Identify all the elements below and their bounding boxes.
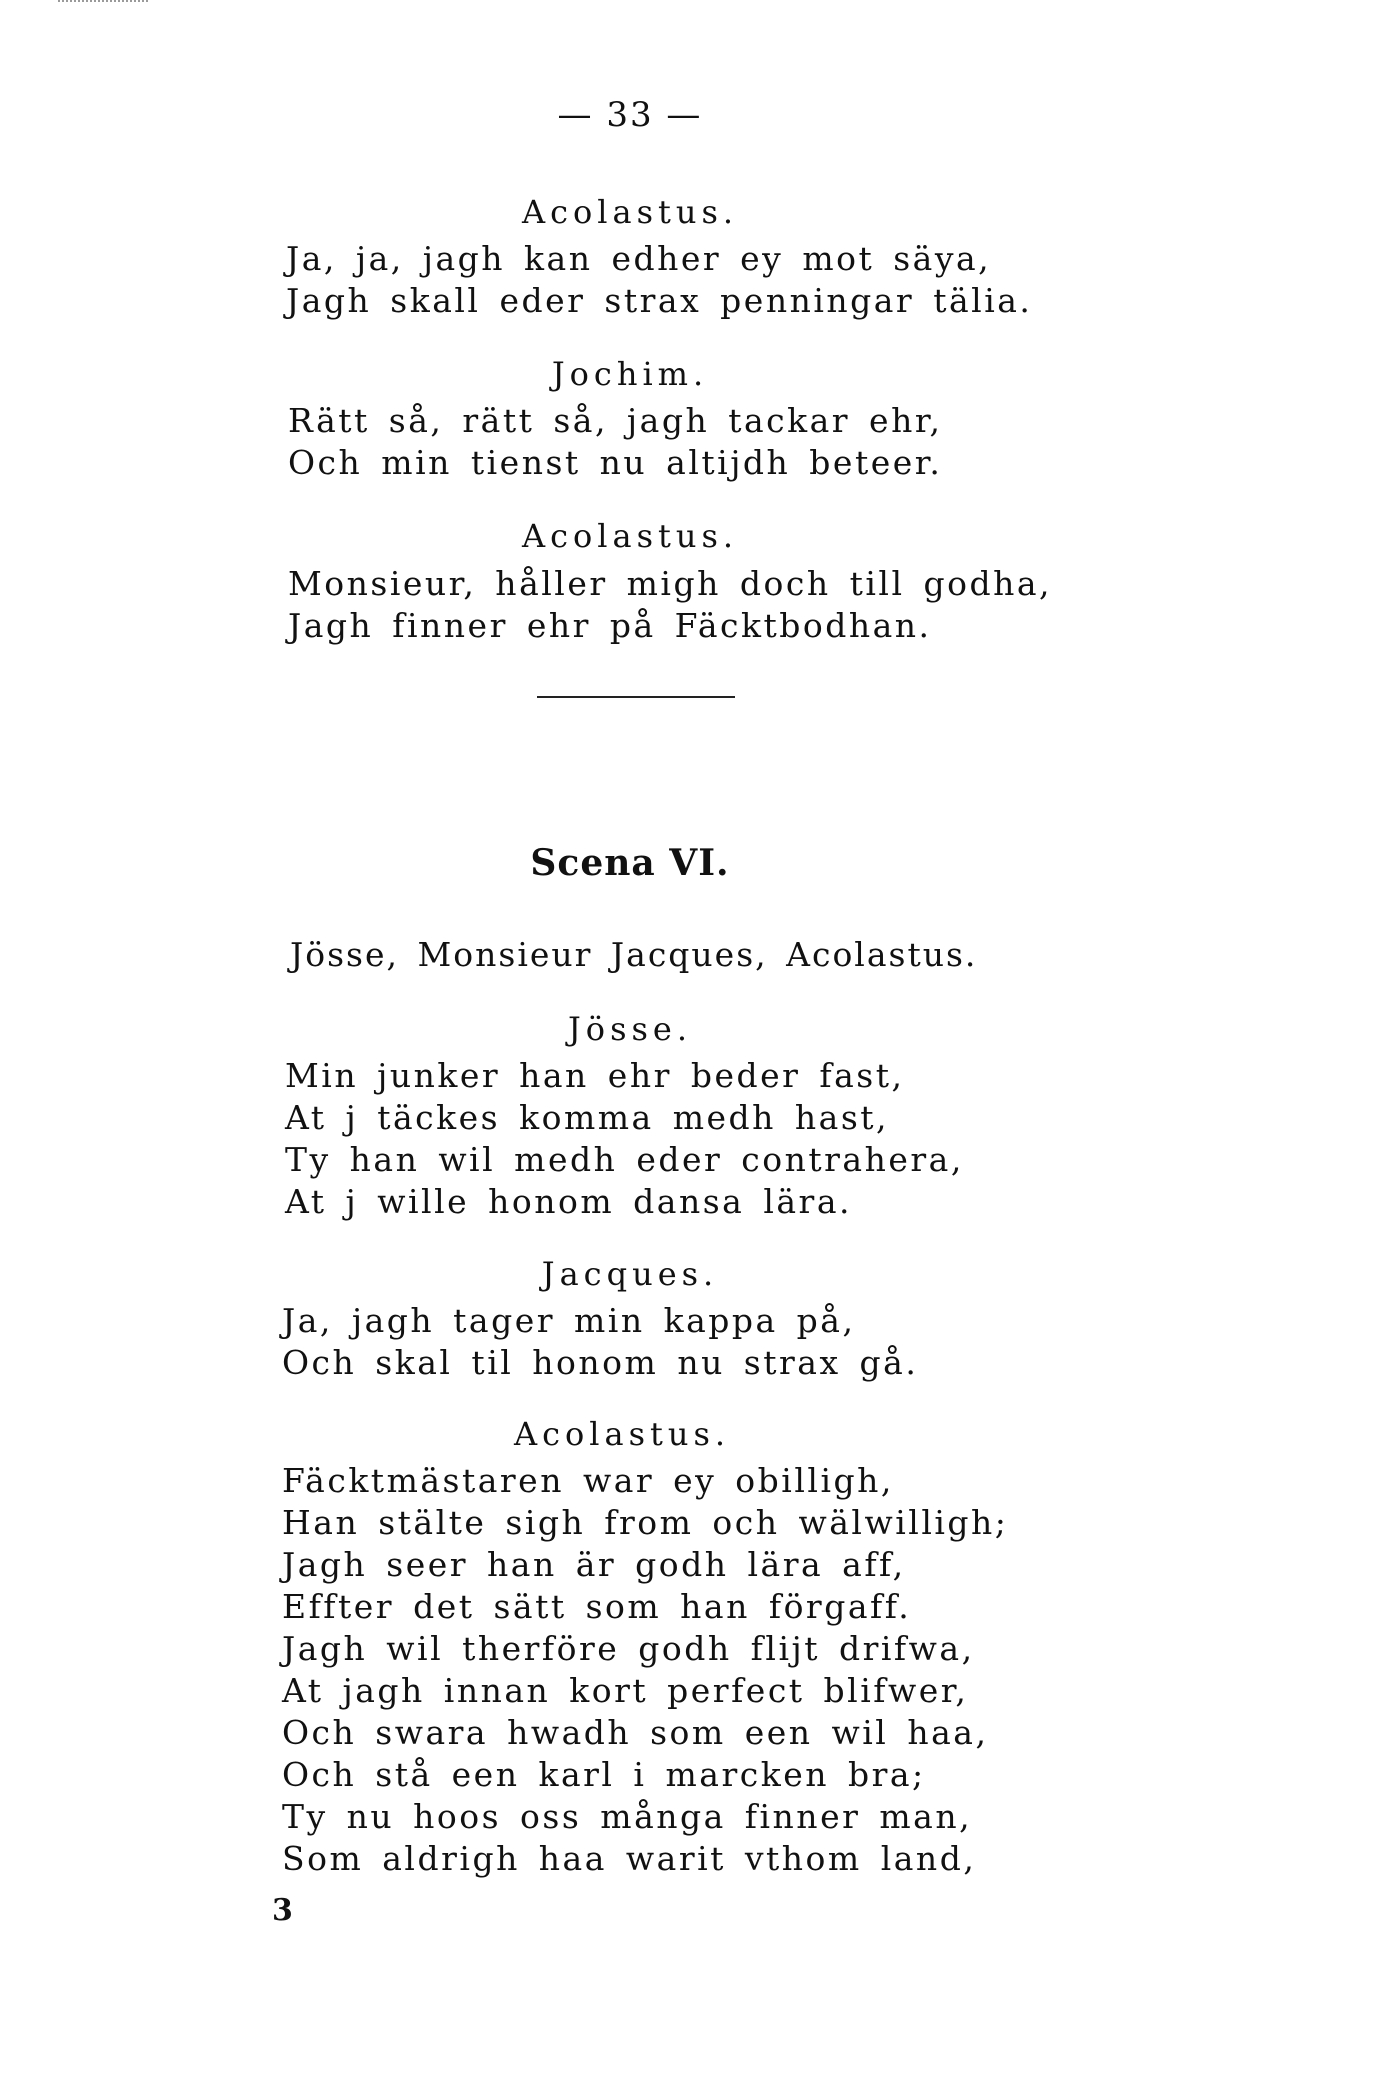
verse-line: Rätt så, rätt så, jagh tackar ehr, xyxy=(288,401,943,440)
scene-cast-list: Jösse, Monsieur Jacques, Acolastus. xyxy=(290,935,978,974)
verse-line: Ty nu hoos oss många finner man, xyxy=(282,1797,973,1836)
verse-line: Effter det sätt som han förgaff. xyxy=(282,1587,912,1626)
verse-line: At jagh innan kort perfect blifwer, xyxy=(282,1671,969,1710)
speaker-jochim: Jochim. xyxy=(551,355,709,393)
verse-line: Som aldrigh haa warit vthom land, xyxy=(282,1839,977,1878)
section-divider xyxy=(537,696,735,698)
verse-line: Ja, jagh tager min kappa på, xyxy=(282,1301,856,1340)
verse-line: Jagh seer han är godh lära aff, xyxy=(282,1545,906,1584)
verse-line: Och min tienst nu altijdh beteer. xyxy=(288,443,943,482)
signature-mark: 3 xyxy=(272,1893,293,1928)
verse-line: Fäcktmästaren war ey obilligh, xyxy=(282,1461,894,1500)
verse-line: Ty han wil medh eder contrahera, xyxy=(285,1140,964,1179)
speaker-acolastus-3: Acolastus. xyxy=(513,1415,731,1453)
verse-block-4 xyxy=(285,1055,964,1223)
verse-line: Monsieur, håller migh doch till godha, xyxy=(288,564,1053,603)
speaker-jacques: Jacques. xyxy=(541,1255,719,1293)
verse-line: Jagh skall eder strax penningar tälia. xyxy=(286,281,1033,320)
speaker-acolastus-2: Acolastus. xyxy=(521,517,739,555)
verse-line: Och skal til honom nu strax gå. xyxy=(282,1343,919,1382)
speaker-josse: Jösse. xyxy=(567,1010,693,1048)
verse-line: Jagh finner ehr på Fäcktbodhan. xyxy=(288,606,932,645)
verse-block-1 xyxy=(286,238,1032,322)
verse-line: Min junker han ehr beder fast, xyxy=(285,1056,905,1095)
verse-line: Han stälte sigh from och wälwilligh; xyxy=(282,1503,1009,1542)
verse-line: Jagh wil therföre godh flijt drifwa, xyxy=(282,1629,975,1668)
verse-block-6 xyxy=(282,1460,1008,1880)
page-number: — 33 — xyxy=(557,95,703,135)
verse-block-2 xyxy=(288,400,942,484)
verse-line: Och swara hwadh som een wil haa, xyxy=(282,1713,989,1752)
verse-line: Ja, ja, jagh kan edher ey mot säya, xyxy=(286,239,992,278)
verse-line: At j täckes komma medh hast, xyxy=(285,1098,890,1137)
verse-block-3 xyxy=(288,563,1052,647)
verse-line: At j wille honom dansa lära. xyxy=(285,1182,852,1221)
scan-speck xyxy=(58,0,148,14)
speaker-acolastus-1: Acolastus. xyxy=(521,193,739,231)
verse-line: Och stå een karl i marcken bra; xyxy=(282,1755,926,1794)
scene-title: Scena VI. xyxy=(530,842,730,884)
verse-block-5 xyxy=(282,1300,918,1384)
